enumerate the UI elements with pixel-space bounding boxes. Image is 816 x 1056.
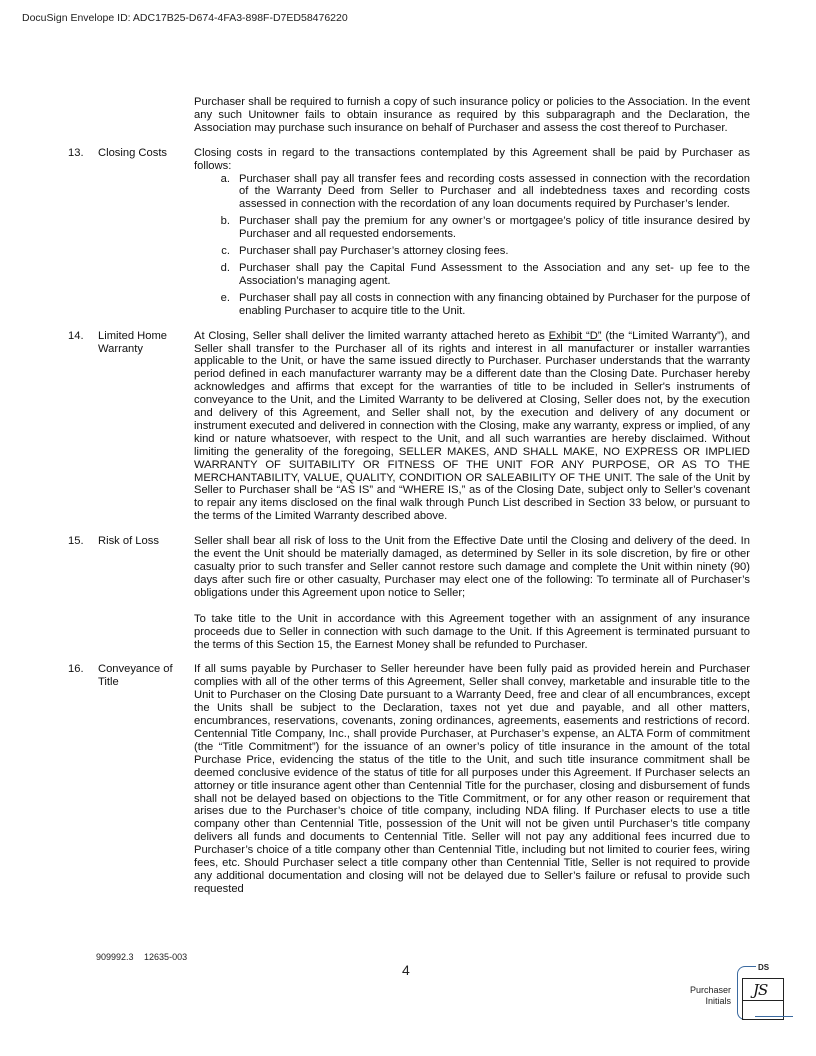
- purchaser-initials-field[interactable]: [742, 978, 784, 1020]
- list-letter: a.: [220, 172, 230, 185]
- section-title: Closing Costs: [98, 146, 168, 159]
- section-paragraph: If all sums payable by Purchaser to Seller hereunder have been fully paid as provided herein and Purchaser complies with all of the other terms of this Agreement, Seller shall convey, marketable and insurable title to the Unit to Purchaser on the Closing Date pursuant to a Warranty Deed, free and clear of all encumbrances, except the Units shall be subject to the Declaration, taxes not yet due and payable, and all other matters, encumbrances, reservations, covenants, zoning ordinances, agreements, easements and restrictions of record. Centennial Title Company, Inc., shall provide Purchaser, at Purchaser’s expense, an ALTA Form of commitment (the “Title Commitment”) for the issuance of an owner’s policy of title insurance in the amount of the total Purchase Price, evidencing the status of the title to the Unit, and such title insurance commitment shall be deemed conclusive evidence of the status of title for all purposes under this Agreement. If Purchaser selects an attorney or title insurance agent other than Centennial Title for the purchaser, closing and disbursement of funds shall not be delayed based on objections to the Title Commitment, or for any other reason or requirement that arises due to the Purchaser’s choice of title company, including NDA filing. If Purchaser elects to use a title company other than Centennial Title, possession of the Unit will not be given until Purchaser’s title company delivers all funds and documents to Centennial Title. Seller will not pay any additional fees incurred due to Purchaser’s choice of a title company other than Centennial Title, including but not limited to courier fees, wiring fees, etc. Should Purchaser select a title company other than Centennial Title, Seller is not required to provide any additional documentation and closing will not be delayed due to Seller’s failure or refusal to provide such requested: [194, 663, 750, 895]
- section-body: [194, 663, 750, 895]
- list-item: [194, 292, 750, 318]
- initials-signature: JS: [753, 981, 768, 999]
- list-item: [194, 245, 750, 258]
- initials-label-line: Purchaser: [690, 985, 732, 995]
- list-item: [194, 215, 750, 241]
- section-body: [194, 147, 750, 318]
- initials-underline: [755, 1016, 793, 1017]
- section-title: Limited Home Warranty: [98, 329, 168, 355]
- list-letter: b.: [220, 215, 230, 228]
- list-letter: d.: [220, 261, 230, 274]
- section-15-risk-of-loss: [68, 535, 750, 651]
- section-14-limited-home-warranty: [68, 330, 750, 524]
- list-text: Purchaser shall pay Purchaser’s attorney closing fees.: [239, 245, 509, 258]
- docusign-ds-tag: DS: [758, 963, 770, 972]
- list-text: Purchaser shall pay the Capital Fund Assessment to the Association and any set- up fee to the Association’s managing agent.: [239, 261, 750, 287]
- section-title: Risk of Loss: [98, 535, 159, 548]
- section-13-closing-costs: [68, 147, 750, 318]
- section-body: [194, 330, 750, 524]
- section-number: 16.: [68, 663, 84, 676]
- initials-label-line: Initials: [705, 996, 732, 1006]
- page-number: 4: [402, 962, 410, 978]
- section-16-conveyance-of-title: [68, 663, 750, 895]
- closing-costs-list: [194, 173, 750, 318]
- section-paragraph: [194, 330, 750, 524]
- list-text: Purchaser shall pay the premium for any owner’s or mortgagee’s policy of title insurance desired by Purchaser and all requested endorsements.: [239, 215, 750, 241]
- text-run: (the “Limited Warranty”), and Seller shall transfer to the Purchaser all of its rights and interest in all manufacturer or installer warranties applicable to the Unit, or have the same issued directly to Purchaser. Purchaser understands that the warranty period defined in each manufacturer warranty may be a different date than the Closing Date. Purchaser hereby acknowledges and affirms that except for the warranties of title to be included in Seller's instruments of conveyance to the Unit, and the Limited Warranty to be delivered at Closing, Seller does not, by the execution and delivery of this Agreement, and Seller shall not, by the execution and delivery of any document or instrument executed and delivered in connection with the Closing, make any warranty, express or implied, of any kind or nature whatsoever, with respect to the Unit, and all such warranties are hereby disclaimed. Without limiting the generality of the foregoing, SELLER MAKES, AND SHALL MAKE, NO EXPRESS OR IMPLIED WARRANTY OF SUITABILITY OR FITNESS OF THE UNIT FOR ANY PURPOSE, OR AS TO THE MERCHANTABILITY, VALUE, QUALITY, CONDITION OR SALEABILITY OF THE UNIT. The sale of the Unit by Seller to Purchaser shall be “AS IS” and “WHERE IS,” as of the Closing Date, subject only to Seller’s covenant to repair any items disclosed on the final walk through Punch List described in Section 33 below, or pursuant to the terms of the Limited Warranty described above.: [194, 329, 750, 523]
- section-body: [194, 535, 750, 651]
- continuation-paragraph: Purchaser shall be required to furnish a copy of such insurance policy or policies to the Association. In the event any such Unitowner fails to obtain insurance as required by this subparagraph and the Declaration, the Association may purchase such insurance on behalf of Purchaser and assess the cost thereof to Purchaser.: [194, 96, 750, 134]
- section-paragraph: To take title to the Unit in accordance with this Agreement together with an assignment of any insurance proceeds due to Seller in connection with such damage to the Unit. If this Agreement is terminated pursuant to the terms of this Section 15, the Earnest Money shall be refunded to Purchaser.: [194, 612, 750, 651]
- section-number: 13.: [68, 146, 84, 159]
- document-page: [68, 96, 750, 896]
- exhibit-d-reference: Exhibit “D”: [548, 329, 602, 342]
- section-intro: Closing costs in regard to the transactions contemplated by this Agreement shall be paid by Purchaser as follows:: [194, 146, 750, 172]
- purchaser-initials-label: [690, 985, 731, 1007]
- section-paragraph: Seller shall bear all risk of loss to the Unit from the Effective Date until the Closing and delivery of the deed. In the event the Unit should be materially damaged, as determined by Seller in its sole discretion, by fire or other casualty prior to such transfer and Seller cannot restore such damage and complete the Unit within ninety (90) days after such fire or other casualty, Purchaser may elect one of the following: To terminate all of Purchaser’s obligations under this Agreement upon notice to Seller;: [194, 535, 750, 599]
- list-letter: e.: [220, 291, 230, 304]
- text-run: At Closing, Seller shall deliver the limited warranty attached hereto as: [194, 329, 549, 342]
- list-letter: c.: [221, 245, 230, 258]
- document-reference-number: 909992.3 12635-003: [96, 952, 188, 962]
- docusign-envelope-id: DocuSign Envelope ID: ADC17B25-D674-4FA3-898F-D7ED58476220: [22, 12, 348, 24]
- list-text: Purchaser shall pay all transfer fees and recording costs assessed in connection with the recordation of the Warranty Deed from Seller to Purchaser and all indebtedness taxes and recording costs assessed in connection with the recordation of any loan documents required by Purchaser’s lender.: [239, 172, 750, 211]
- section-number: 14.: [68, 329, 84, 342]
- section-number: 15.: [68, 535, 84, 548]
- list-item: [194, 173, 750, 212]
- initials-divider: [743, 1000, 783, 1001]
- list-text: Purchaser shall pay all costs in connection with any financing obtained by Purchaser for the purpose of enabling Purchaser to acquire title to the Unit.: [239, 291, 750, 317]
- list-item: [194, 262, 750, 288]
- section-title: Conveyance of Title: [98, 663, 173, 689]
